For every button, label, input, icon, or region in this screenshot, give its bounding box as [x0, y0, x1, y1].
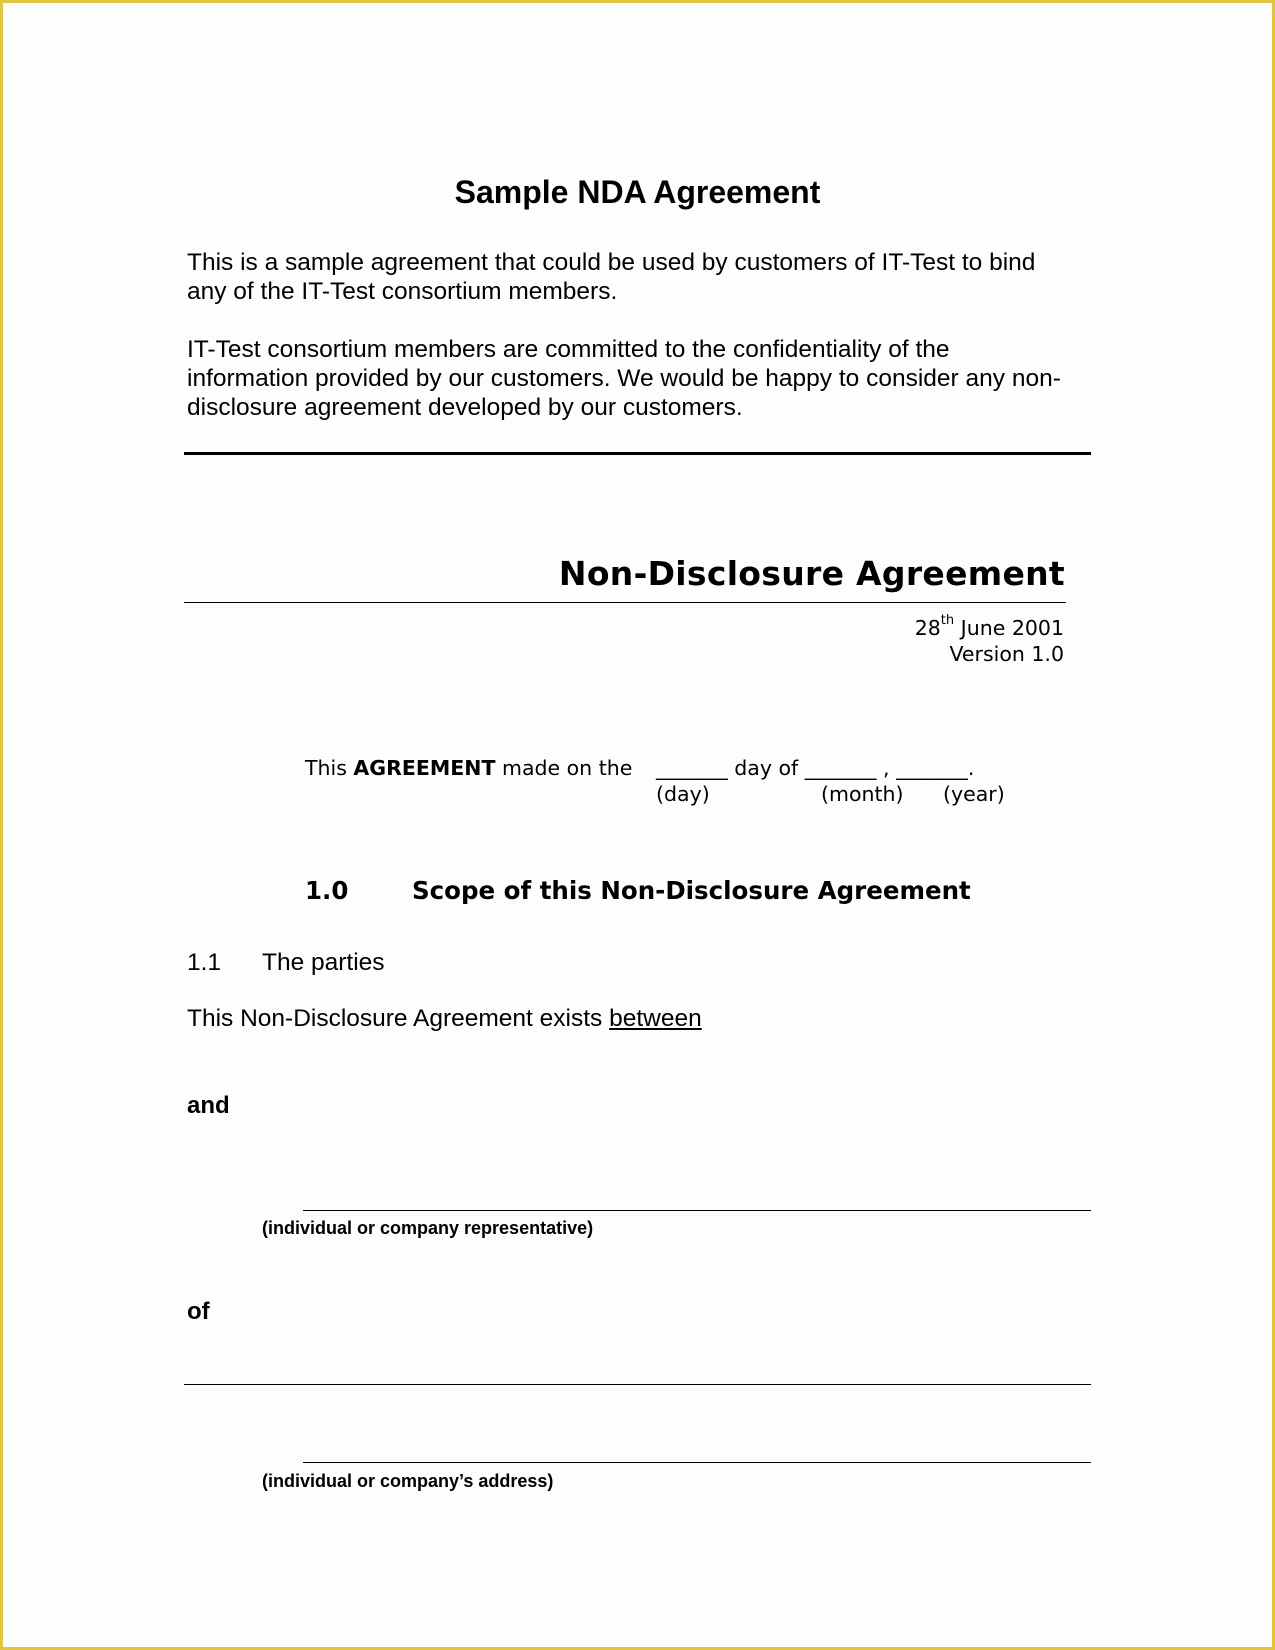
version-label: Version 1.0: [949, 642, 1064, 666]
company-line: [184, 1384, 1091, 1385]
section-divider: [184, 452, 1091, 455]
nda-heading: Non-Disclosure Agreement: [558, 554, 1065, 593]
of-label: of: [187, 1298, 210, 1325]
document-title: Sample NDA Agreement: [454, 174, 821, 210]
subsection-title: The parties: [262, 949, 385, 976]
commit-line-2: information provided by our customers. We would be happy to consider any non-: [187, 365, 1061, 392]
intro-paragraph: [187, 248, 1035, 306]
commitment-paragraph: [187, 335, 1061, 422]
label-day: (day): [656, 782, 710, 806]
agreement-made-text: This AGREEMENT made on the: [305, 756, 633, 780]
between-word: between: [609, 1005, 702, 1032]
exists-between-text: This Non-Disclosure Agreement exists between: [187, 1005, 702, 1032]
blank-year: _______.: [896, 756, 975, 780]
label-month: (month): [821, 782, 904, 806]
representative-caption: (individual or company representative): [262, 1218, 594, 1238]
intro-line-2: any of the IT-Test consortium members.: [187, 278, 618, 305]
representative-line: [303, 1210, 1091, 1211]
agreement-bold: AGREEMENT: [353, 756, 496, 780]
date-blanks: _______ day of _______ , _______.: [656, 756, 975, 780]
commit-line-1: IT-Test consortium members are committed to the confidentiality of the: [187, 336, 950, 363]
date-suffix: th: [940, 613, 955, 628]
address-caption: (individual or company’s address): [262, 1471, 554, 1491]
section-title: Scope of this Non-Disclosure Agreement: [412, 876, 971, 905]
and-label: and: [187, 1092, 230, 1119]
date-line: [914, 613, 1064, 640]
blank-month: _______: [804, 756, 877, 780]
address-line: [303, 1462, 1091, 1463]
section-number: 1.0: [305, 876, 349, 905]
blank-day: _______: [656, 756, 728, 780]
intro-line-1: This is a sample agreement that could be used by customers of IT-Test to bind: [187, 249, 1036, 276]
commit-line-3: disclosure agreement developed by our customers.: [187, 394, 743, 421]
subsection-number: 1.1: [187, 949, 222, 976]
label-year: (year): [943, 782, 1005, 806]
heading-underline: [184, 602, 1066, 603]
date-day: 28: [914, 616, 941, 640]
date-rest: June 2001: [954, 616, 1064, 640]
